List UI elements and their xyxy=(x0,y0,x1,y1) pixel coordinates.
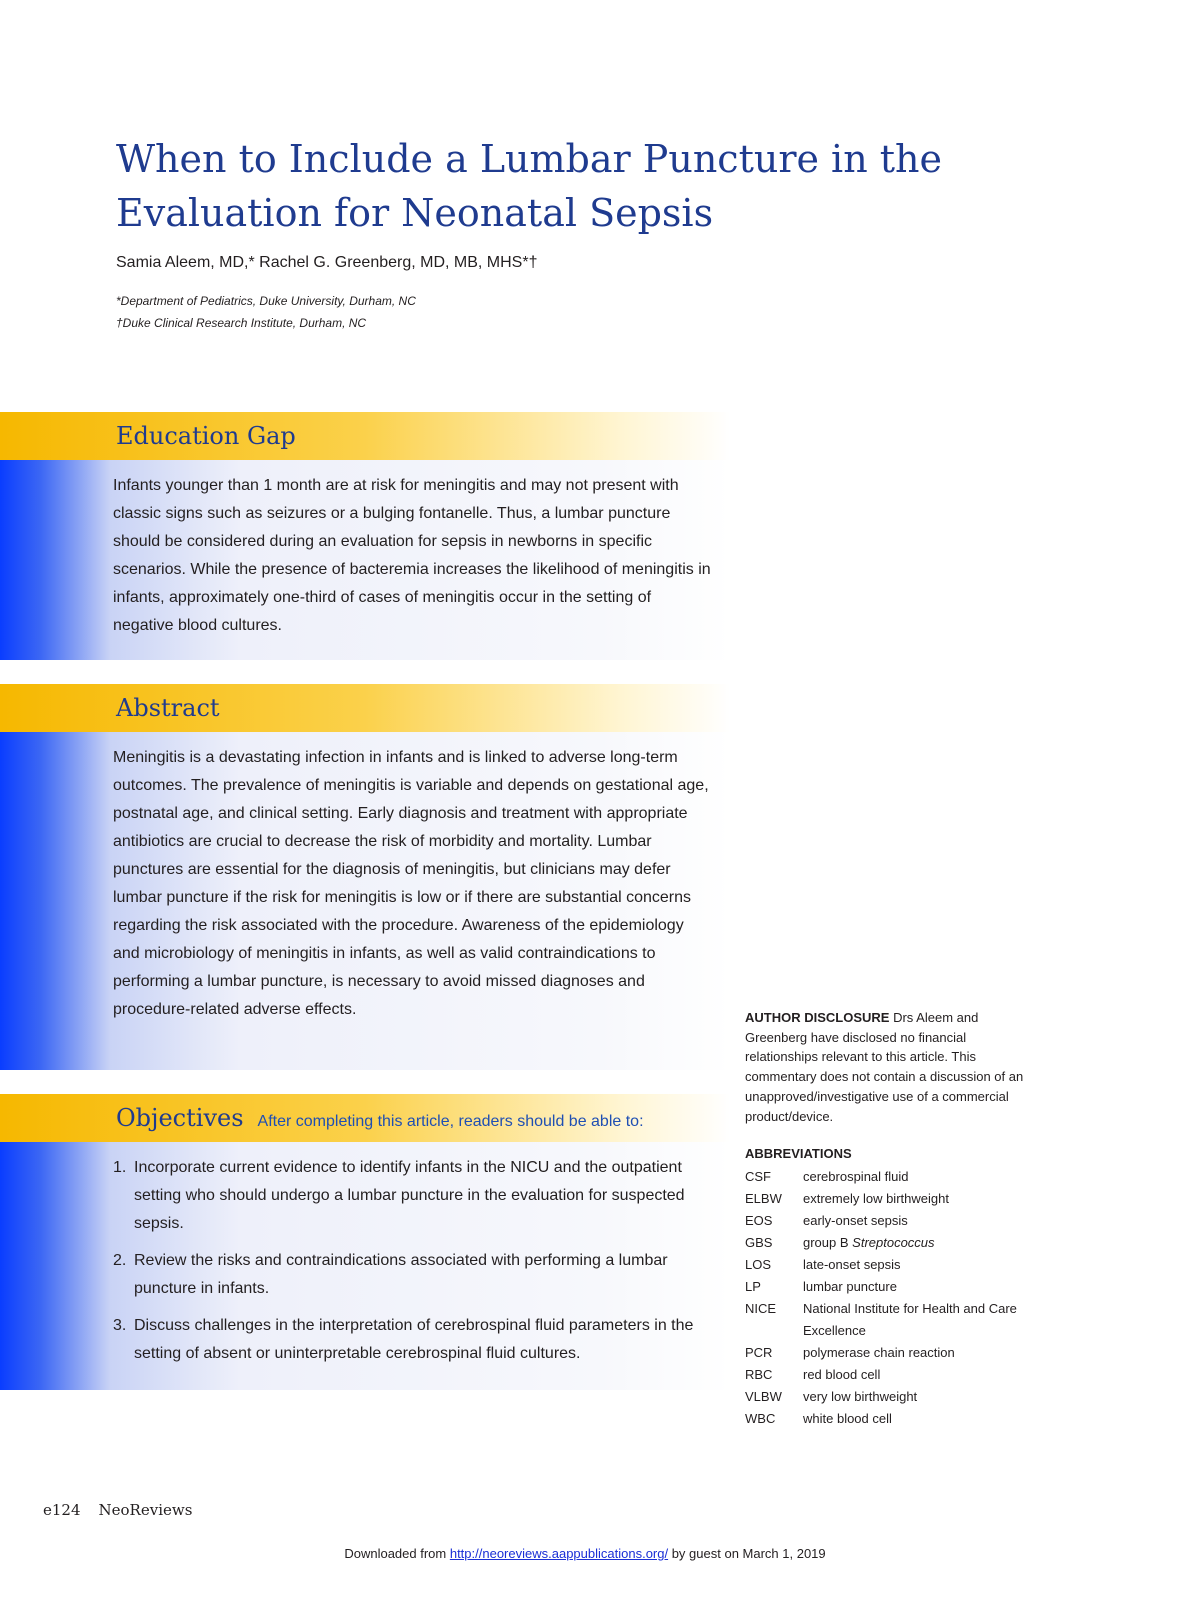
download-suffix: by guest on March 1, 2019 xyxy=(668,1546,826,1561)
article-title xyxy=(116,132,1016,240)
abbreviation-term: ELBW xyxy=(745,1190,782,1206)
objectives-title: Objectives xyxy=(116,1104,244,1132)
objectives-subheading: After completing this article, readers should be able to: xyxy=(257,1113,644,1130)
abbreviation-definition: late-onset sepsis xyxy=(803,1256,901,1272)
abbreviation-definition: early-onset sepsis xyxy=(803,1212,908,1228)
affiliation-1: *Department of Pediatrics, Duke University, Durham, NC xyxy=(116,294,416,308)
abbreviation-definition-text: group B xyxy=(803,1234,853,1250)
abbreviation-term: GBS xyxy=(745,1234,773,1250)
author-disclosure-text: Drs Aleem and Greenberg have disclosed no financial relationships relevant to this article. This commentary does not contain a discussion of an unapproved/investigative use of a commercial product/device. xyxy=(745,1010,1024,1124)
abstract-header-band xyxy=(0,684,730,732)
abbreviation-term: VLBW xyxy=(745,1388,782,1404)
download-notice xyxy=(0,1546,1170,1561)
journal-name: NeoReviews xyxy=(98,1501,193,1519)
affiliation-2: †Duke Clinical Research Institute, Durham, NC xyxy=(116,316,367,330)
objective-text: Incorporate current evidence to identify infants in the NICU and the outpatient setting who should undergo a lumbar puncture in the evaluation for suspected sepsis. xyxy=(134,1159,685,1232)
author-list: Samia Aleem, MD,* Rachel G. Greenberg, MD, MB, MHS*† xyxy=(116,254,538,271)
author-disclosure xyxy=(745,1008,1035,1126)
abbreviation-definition xyxy=(803,1232,1035,1254)
abbreviation-row xyxy=(745,1166,1035,1188)
abbreviation-row xyxy=(745,1386,1035,1408)
education-gap-header-band xyxy=(0,412,730,460)
objectives-panel xyxy=(0,1142,730,1390)
abbreviation-term: PCR xyxy=(745,1344,773,1360)
abbreviation-definition: polymerase chain reaction xyxy=(803,1344,955,1360)
objectives-list xyxy=(113,1154,713,1377)
page-footer xyxy=(43,1501,192,1519)
abbreviation-row xyxy=(745,1342,1035,1364)
objective-item xyxy=(113,1247,713,1303)
objectives-heading xyxy=(116,1104,644,1132)
abbreviation-definition: white blood cell xyxy=(803,1410,892,1426)
abstract-panel xyxy=(0,732,730,1070)
abbreviations-heading: ABBREVIATIONS xyxy=(745,1146,852,1162)
abbreviation-row xyxy=(745,1232,1035,1254)
download-prefix: Downloaded from xyxy=(344,1546,450,1561)
abbreviation-term: NICE xyxy=(745,1300,777,1316)
objective-number: 3. xyxy=(113,1317,127,1334)
objective-item xyxy=(113,1154,713,1238)
abbreviation-definition: extremely low birthweight xyxy=(803,1190,949,1206)
article-title-line-2: Evaluation for Neonatal Sepsis xyxy=(116,191,714,235)
abbreviation-term: LP xyxy=(745,1278,761,1294)
abstract-text: Meningitis is a devastating infection in infants and is linked to adverse long-term outcomes. The prevalence of meningitis is variable and depends on gestational age, postnatal age, and clinical setting. Early diagnosis and treatment with appropriate antibiotics are crucial to decrease the risk of morbidity and mortality. Lumbar punctures are essential for the diagnosis of meningitis, but clinicians may defer lumbar puncture if the risk for meningitis is low or if there are substantial concerns regarding the risk associated with the procedure. Awareness of the epidemiology and microbiology of meningitis in infants, as well as valid contraindications to performing a lumbar puncture, is necessary to avoid missed diagnoses and procedure-related adverse effects. xyxy=(113,749,709,1018)
objective-number: 1. xyxy=(113,1159,127,1176)
abbreviation-definition: red blood cell xyxy=(803,1366,881,1382)
objective-text: Review the risks and contraindications associated with performing a lumbar puncture in infants. xyxy=(134,1252,668,1297)
abbreviation-term: RBC xyxy=(745,1366,773,1382)
download-link[interactable]: http://neoreviews.aappublications.org/ xyxy=(449,1546,669,1561)
education-gap-panel xyxy=(0,460,730,660)
abbreviation-definition-italic: Streptococcus xyxy=(852,1234,935,1250)
abbreviation-row xyxy=(745,1408,1035,1430)
author-disclosure-label: AUTHOR DISCLOSURE xyxy=(745,1010,890,1025)
objectives-header-band xyxy=(0,1094,730,1142)
abbreviation-row xyxy=(745,1188,1035,1210)
objective-number: 2. xyxy=(113,1252,127,1269)
abbreviation-term: WBC xyxy=(745,1410,776,1426)
abbreviation-term: EOS xyxy=(745,1212,773,1228)
sidebar xyxy=(745,1008,1035,1430)
abbreviation-term: CSF xyxy=(745,1168,771,1184)
education-gap-text: Infants younger than 1 month are at risk for meningitis and may not present with classic signs such as seizures or a bulging fontanelle. Thus, a lumbar puncture should be considered during an evaluation for sepsis in newborns in specific scenarios. While the presence of bacteremia increases the likelihood of meningitis in infants, approximately one-third of cases of meningitis occur in the setting of negative blood cultures. xyxy=(113,477,711,634)
education-gap-heading: Education Gap xyxy=(116,422,296,450)
abbreviation-definition: very low birthweight xyxy=(803,1388,918,1404)
article-title-line-1: When to Include a Lumbar Puncture in the xyxy=(116,137,942,181)
abbreviation-row xyxy=(745,1254,1035,1276)
abbreviation-definition: National Institute for Health and Care Excellence xyxy=(803,1300,1017,1338)
abbreviation-row xyxy=(745,1364,1035,1386)
abbreviations-list xyxy=(745,1166,1035,1430)
abbreviation-term: LOS xyxy=(745,1256,772,1272)
objective-text: Discuss challenges in the interpretation of cerebrospinal fluid parameters in the setting of absent or uninterpretable cerebrospinal fluid cultures. xyxy=(134,1317,694,1362)
abbreviation-row xyxy=(745,1298,1035,1342)
page-number: e124 xyxy=(43,1501,81,1519)
abbreviation-row xyxy=(745,1276,1035,1298)
abbreviation-definition: cerebrospinal fluid xyxy=(803,1168,909,1184)
abstract-heading: Abstract xyxy=(116,694,220,722)
abbreviation-definition: lumbar puncture xyxy=(803,1278,897,1294)
objective-item xyxy=(113,1312,713,1368)
abbreviation-row xyxy=(745,1210,1035,1232)
